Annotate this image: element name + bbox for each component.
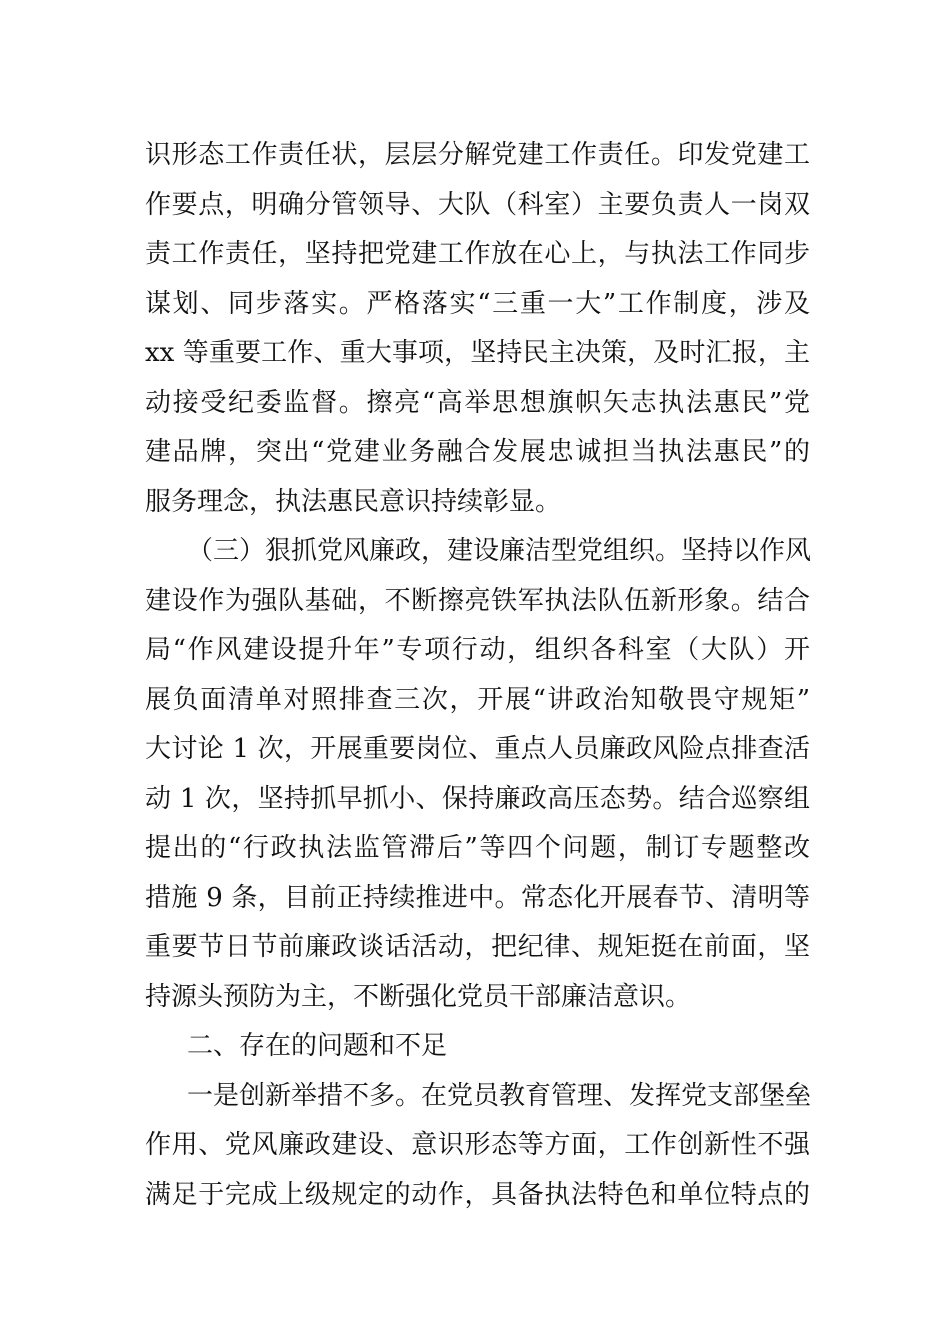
text-line-6: 动接受纪委监督。擦亮“高举思想旗帜矢志执法惠民”党 <box>145 388 810 418</box>
text-line-4: 谋划、同步落实。严格落实“三重一大”工作制度，涉及 <box>145 289 810 319</box>
text-line-5: xx 等重要工作、重大事项，坚持民主决策，及时汇报，主 <box>145 338 810 368</box>
text-line-17: 重要节日节前廉政谈话活动，把纪律、规矩挺在前面，坚 <box>145 932 810 962</box>
text-line-3: 责工作责任，坚持把党建工作放在心上，与执法工作同步 <box>145 239 810 269</box>
text-line-21: 作用、党风廉政建设、意识形态等方面，工作创新性不强 <box>145 1130 810 1160</box>
text-line-10: 建设作为强队基础，不断擦亮铁军执法队伍新形象。结合 <box>145 586 810 616</box>
text-line-13: 大讨论 1 次，开展重要岗位、重点人员廉政风险点排查活 <box>145 734 810 764</box>
text-line-11: 局“作风建设提升年”专项行动，组织各科室（大队）开 <box>145 635 810 665</box>
text-line-22: 满足于完成上级规定的动作，具备执法特色和单位特点的 <box>145 1180 810 1210</box>
text-line-14: 动 1 次，坚持抓早抓小、保持廉政高压态势。结合巡察组 <box>145 784 810 814</box>
text-line-1: 识形态工作责任状，层层分解党建工作责任。印发党建工 <box>145 140 810 170</box>
text-line-15: 提出的“行政执法监管滞后”等四个问题，制订专题整改 <box>145 833 810 863</box>
section-heading-three: （三）狠抓党风廉政，建设廉洁型党组织。坚持以作风 <box>187 536 812 566</box>
text-line-16: 措施 9 条，目前正持续推进中。常态化开展春节、清明等 <box>145 883 810 913</box>
text-line-7: 建品牌，突出“党建业务融合发展忠诚担当执法惠民”的 <box>145 437 810 467</box>
section-heading-two: 二、存在的问题和不足 <box>187 1031 448 1061</box>
text-line-18: 持源头预防为主，不断强化党员干部廉洁意识。 <box>145 982 692 1012</box>
text-line-2: 作要点，明确分管领导、大队（科室）主要负责人一岗双 <box>145 190 810 220</box>
text-line-20: 一是创新举措不多。在党员教育管理、发挥党支部堡垒 <box>187 1081 812 1111</box>
text-line-12: 展负面清单对照排查三次，开展“讲政治知敬畏守规矩” <box>145 685 810 715</box>
text-line-8: 服务理念，执法惠民意识持续彰显。 <box>145 487 562 517</box>
